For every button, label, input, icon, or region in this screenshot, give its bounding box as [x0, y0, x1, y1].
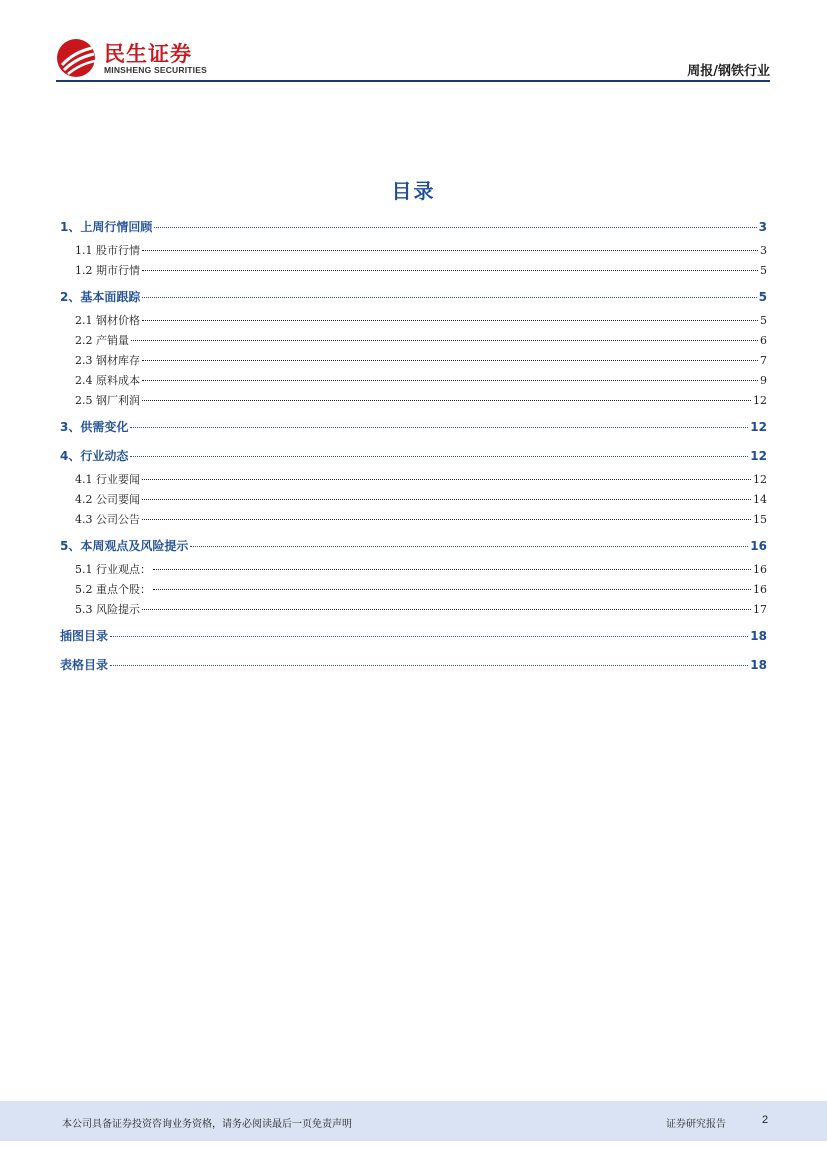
toc-leader [153, 569, 751, 570]
toc-entry-page: 9 [760, 374, 767, 387]
toc-leader [110, 665, 748, 666]
toc-leader [142, 380, 758, 381]
toc-entry-page: 16 [750, 539, 767, 553]
footer-doc-type: 证券研究报告 [666, 1119, 726, 1130]
footer-disclaimer: 本公司具备证券投资咨询业务资格，请务必阅读最后一页免责声明 [62, 1119, 352, 1130]
toc-entry-page: 14 [753, 493, 767, 506]
toc-title: 目录 [391, 179, 436, 203]
toc-entry-label: 2.1 钢材价格 [75, 314, 140, 327]
toc-entry-page: 16 [753, 563, 767, 576]
toc-entry-page: 3 [760, 244, 767, 257]
toc-entry-page: 18 [750, 629, 767, 643]
toc-leader [142, 250, 758, 251]
toc-entry-label: 2.2 产销量 [75, 334, 129, 347]
toc-leader [142, 519, 751, 520]
minsheng-logo [56, 38, 236, 78]
toc-entry-page: 15 [753, 513, 767, 526]
toc-leader [142, 499, 751, 500]
toc-entry-label: 4.2 公司要闻 [75, 493, 140, 506]
toc-entry-page: 17 [753, 603, 767, 616]
toc-entry-2[interactable] [60, 288, 767, 305]
toc-entry-label: 插图目录 [60, 629, 109, 643]
toc-entry-5-3[interactable] [60, 601, 767, 617]
toc-leader [142, 400, 751, 401]
toc-leader [142, 479, 751, 480]
logo-text-cn: 民生证券 [104, 42, 192, 66]
toc-entry-5[interactable] [60, 537, 767, 554]
header-rule [56, 80, 770, 82]
toc-entry-page: 5 [760, 264, 767, 277]
toc-leader [110, 636, 748, 637]
report-type: 周报/钢铁行业 [687, 64, 770, 79]
toc-entry-2-4[interactable] [60, 372, 767, 388]
toc-leader [142, 297, 756, 298]
toc-entry-label: 1.2 期市行情 [75, 264, 140, 277]
toc-leader [154, 227, 756, 228]
toc-leader [190, 546, 748, 547]
toc-leader [142, 320, 758, 321]
toc-leader [153, 589, 751, 590]
toc-leader [130, 427, 748, 428]
logo-text-en: MINSHENG SECURITIES [104, 65, 207, 75]
toc-leader [142, 270, 758, 271]
toc-entry-page: 12 [753, 473, 767, 486]
toc-leader [130, 456, 748, 457]
toc-entry-label: 2.5 钢厂利润 [75, 394, 140, 407]
toc-entry-3[interactable] [60, 418, 767, 435]
toc-entry-page: 5 [758, 290, 767, 304]
toc-entry-label: 3、供需变化 [60, 420, 129, 434]
toc-entry-4-1[interactable] [60, 471, 767, 487]
toc-entry-label: 5.3 风险提示 [75, 603, 140, 616]
toc-leader [142, 360, 758, 361]
toc-entry-label: 4.3 公司公告 [75, 513, 140, 526]
page-footer [0, 1101, 827, 1141]
toc-entry-page: 7 [760, 354, 767, 367]
table-of-contents [60, 216, 767, 673]
toc-entry-5-2[interactable] [60, 581, 767, 597]
toc-entry-label: 5.2 重点个股： [75, 583, 151, 596]
toc-entry-1-1[interactable] [60, 242, 767, 258]
toc-entry-label: 2.4 原料成本 [75, 374, 140, 387]
toc-leader [131, 340, 758, 341]
toc-entry-4[interactable] [60, 447, 767, 464]
toc-entry-4-2[interactable] [60, 491, 767, 507]
page-header [56, 34, 770, 80]
toc-entry-page: 18 [750, 658, 767, 672]
toc-entry-5-1[interactable] [60, 561, 767, 577]
toc-entry-2-1[interactable] [60, 312, 767, 328]
toc-entry-1-2[interactable] [60, 262, 767, 278]
toc-entry-tables[interactable] [60, 656, 767, 673]
toc-entry-label: 5、本周观点及风险提示 [60, 539, 189, 553]
toc-entry-label: 4.1 行业要闻 [75, 473, 140, 486]
toc-entry-label: 4、行业动态 [60, 449, 129, 463]
toc-entry-page: 6 [760, 334, 767, 347]
toc-entry-label: 1、上周行情回顾 [60, 220, 153, 234]
toc-entry-page: 12 [750, 449, 767, 463]
toc-entry-page: 12 [753, 394, 767, 407]
toc-entry-4-3[interactable] [60, 511, 767, 527]
toc-leader [142, 609, 751, 610]
toc-entry-2-3[interactable] [60, 352, 767, 368]
footer-page-number: 2 [762, 1114, 769, 1126]
toc-entry-label: 5.1 行业观点： [75, 563, 151, 576]
toc-entry-label: 2、基本面跟踪 [60, 290, 141, 304]
toc-entry-label: 表格目录 [60, 658, 109, 672]
minsheng-logo-icon [56, 38, 98, 78]
toc-entry-1[interactable] [60, 218, 767, 235]
toc-entry-page: 5 [760, 314, 767, 327]
toc-entry-2-5[interactable] [60, 392, 767, 408]
toc-entry-label: 1.1 股市行情 [75, 244, 140, 257]
toc-entry-figures[interactable] [60, 627, 767, 644]
toc-entry-label: 2.3 钢材库存 [75, 354, 140, 367]
toc-entry-2-2[interactable] [60, 332, 767, 348]
toc-entry-page: 16 [753, 583, 767, 596]
toc-entry-page: 3 [758, 220, 767, 234]
toc-entry-page: 12 [750, 420, 767, 434]
